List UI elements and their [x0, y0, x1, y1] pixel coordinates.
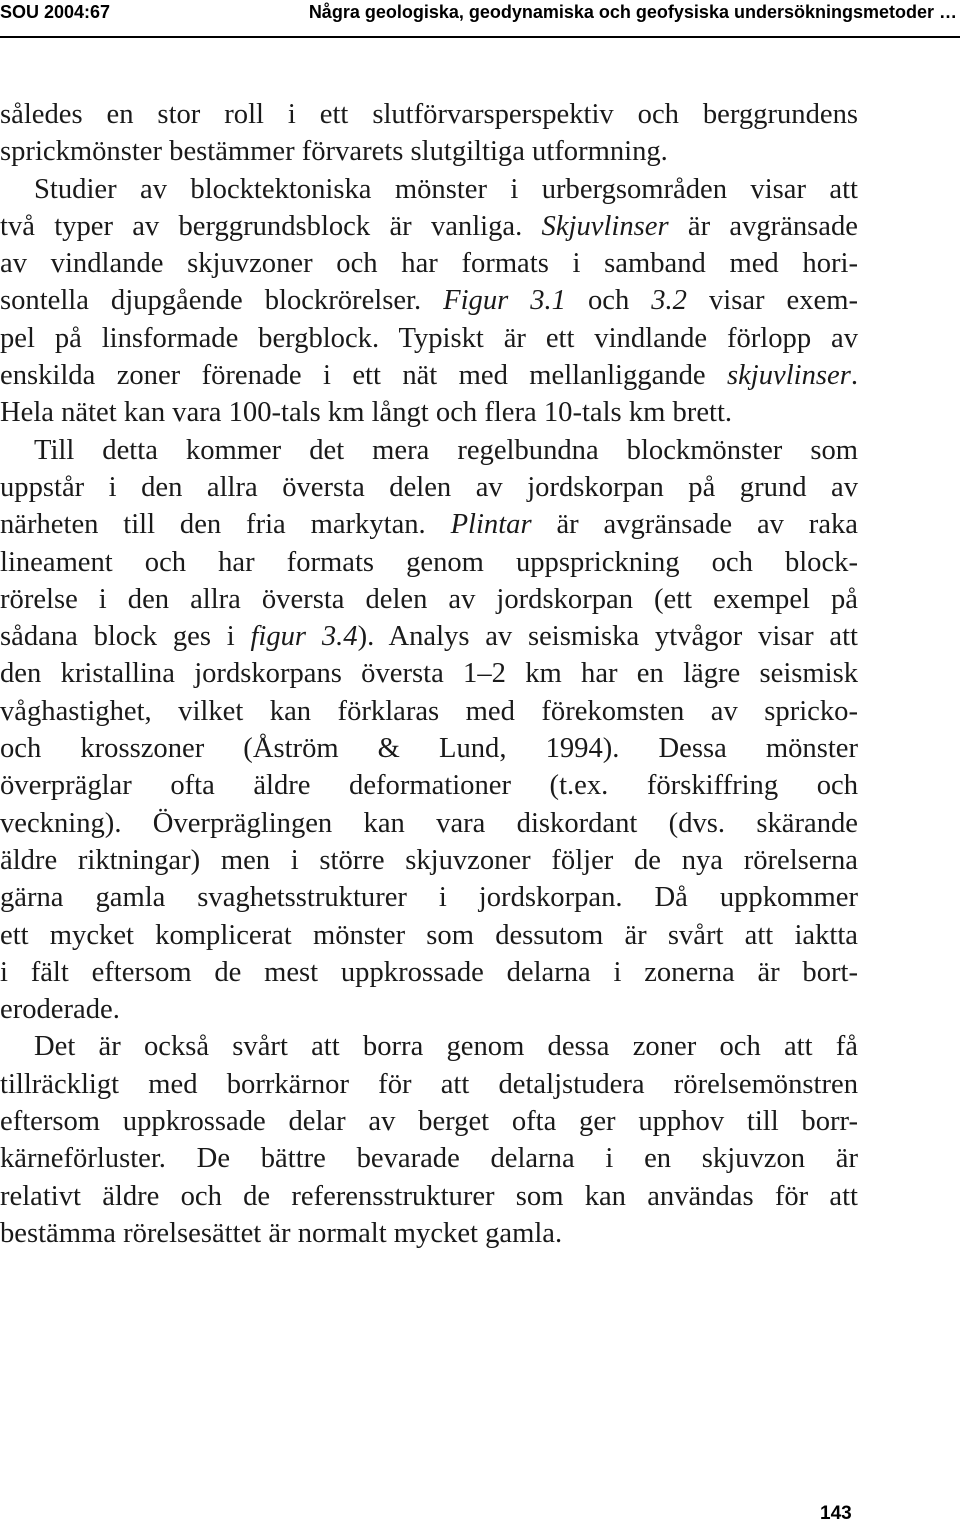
text-line [0, 805, 858, 842]
text-segment: och krosszoner (Åström & Lund, 1994). Dessa mönster [0, 733, 858, 765]
paragraph [0, 96, 858, 171]
text-segment: den kristallina jordskorpans översta 1–2 km har en lägre seismisk [0, 658, 858, 690]
text-line [0, 357, 858, 394]
header-rule [0, 36, 960, 38]
body-text [0, 96, 858, 1252]
text-segment: relativt äldre och de referensstrukturer som kan användas för att [0, 1180, 858, 1212]
text-segment: närheten till den fria markytan. [0, 509, 451, 541]
text-segment: . [850, 360, 858, 392]
italic-term: 3.2 [651, 285, 687, 317]
running-title: Några geologiska, geodynamiska och geofysiska undersökningsmetoder … [308, 2, 957, 22]
text-line [0, 842, 858, 879]
text-segment: sprickmönster bestämmer förvarets slutgiltiga utformning. [0, 136, 668, 168]
paragraph [0, 1028, 858, 1252]
text-segment: våghastighet, vilket kan förklaras med förekomsten av spricko- [0, 695, 858, 727]
text-line [0, 917, 858, 954]
text-line [0, 469, 858, 506]
text-line [0, 96, 858, 133]
text-segment: Studier av blocktektoniska mönster i urbergsområden visar att [34, 173, 858, 205]
text-segment: ett mycket komplicerat mönster som dessutom är svårt att iaktta [0, 919, 858, 951]
text-segment: Hela nätet kan vara 100-tals km långt och flera 10-tals km brett. [0, 397, 733, 429]
document-id: SOU 2004:67 [0, 2, 111, 22]
text-segment: lineament och har formats genom uppsprickning och block- [0, 546, 858, 578]
text-segment: och [565, 285, 652, 317]
italic-term: figur 3.4 [250, 621, 358, 653]
text-line [0, 282, 858, 319]
text-segment: två typer av berggrundsblock är vanliga. [0, 210, 542, 242]
text-segment: enskilda zoner förenade i ett nät med mellanliggande [0, 360, 727, 392]
text-line [0, 954, 858, 991]
text-segment: rörelse i den allra översta delen av jordskorpan (ett exempel på [0, 583, 858, 615]
text-line [0, 767, 858, 804]
text-segment: veckning). Överpräglingen kan vara diskordant (dvs. skärande [0, 807, 858, 839]
text-line [0, 506, 858, 543]
text-segment: Till detta kommer det mera regelbundna blockmönster som [34, 434, 858, 466]
text-line [0, 655, 858, 692]
text-segment: av vindlande skjuvzoner och har formats i samband med hori- [0, 248, 858, 280]
running-header [0, 0, 960, 32]
text-line [0, 320, 858, 357]
text-segment: är avgränsade av raka [531, 509, 858, 541]
paragraph [0, 171, 858, 432]
text-line [0, 133, 858, 170]
italic-term: Figur 3.1 [443, 285, 566, 317]
text-segment: bestämma rörelsesättet är normalt mycket gamla. [0, 1217, 563, 1249]
italic-term: skjuvlinser [726, 360, 851, 392]
text-line [0, 618, 858, 655]
text-segment: sådana block ges i [0, 621, 251, 653]
text-segment: äldre riktningar) men i större skjuvzoner följer de nya rörelserna [0, 844, 858, 876]
text-segment: överpräglar ofta äldre deformationer (t.ex. förskiffring och [0, 770, 858, 802]
text-segment: kärneförluster. De bättre bevarade delarna i en skjuvzon är [0, 1143, 858, 1175]
text-segment: uppstår i den allra översta delen av jordskorpan på grund av [0, 471, 858, 503]
text-line [0, 1215, 858, 1252]
text-line [0, 245, 858, 282]
text-line [0, 1028, 858, 1065]
page-number: 143 [820, 1503, 852, 1524]
italic-term: Plintar [450, 509, 532, 541]
text-line [0, 730, 858, 767]
text-line [0, 581, 858, 618]
italic-term: Skjuvlinser [541, 210, 669, 242]
text-segment: i fält eftersom de mest uppkrossade delarna i zonerna är bort- [0, 956, 858, 988]
text-segment: är avgränsade [668, 210, 858, 242]
text-line [0, 693, 858, 730]
text-line [0, 991, 858, 1028]
text-segment: visar exem- [686, 285, 858, 317]
text-segment: sontella djupgående blockrörelser. [0, 285, 444, 317]
text-line [0, 1140, 858, 1177]
text-line [0, 1103, 858, 1140]
text-segment: tillräckligt med borrkärnor för att detaljstudera rörelsemönstren [0, 1068, 858, 1100]
text-segment: pel på linsformade bergblock. Typiskt är ett vindlande förlopp av [0, 322, 858, 354]
text-line [0, 208, 858, 245]
paragraph [0, 432, 858, 1029]
text-line [0, 394, 858, 431]
text-line [0, 1066, 858, 1103]
text-segment: ). Analys av seismiska ytvågor visar att [357, 621, 858, 653]
text-line [0, 1178, 858, 1215]
text-line [0, 879, 858, 916]
text-segment: eroderade. [0, 994, 120, 1026]
text-line [0, 544, 858, 581]
text-segment: Det är också svårt att borra genom dessa zoner och att få [34, 1031, 858, 1063]
text-line [0, 432, 858, 469]
text-segment: således en stor roll i ett slutförvarsperspektiv och berggrundens [0, 99, 858, 130]
text-segment: gärna gamla svaghetsstrukturer i jordskorpan. Då uppkommer [0, 882, 858, 914]
text-segment: eftersom uppkrossade delar av berget ofta ger upphov till borr- [0, 1106, 858, 1138]
text-line [0, 171, 858, 208]
